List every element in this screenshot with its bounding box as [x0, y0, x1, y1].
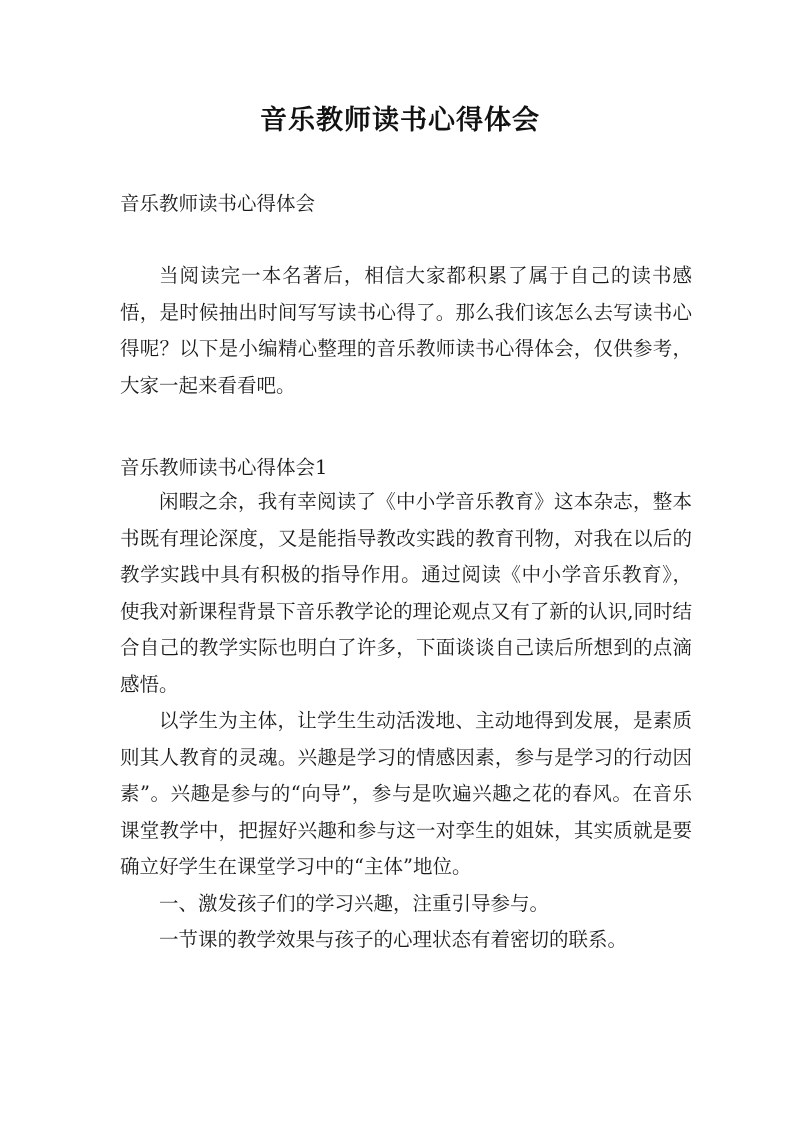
section-body — [120, 484, 692, 959]
section-heading: 音乐教师读书心得体会1 — [120, 456, 328, 479]
intro-paragraph: 当阅读完一本名著后，相信大家都积累了属于自己的读书感悟，是时候抽出时间写写读书心得了。那么我们该怎么去写读书心得呢？以下是小编精心整理的音乐教师读书心得体会，仅供参考，大家一起来看看吧。 — [120, 264, 692, 397]
body-paragraph: 闲暇之余，我有幸阅读了《中小学音乐教育》这本杂志，整本书既有理论深度，又是能指导教改实践的教育刊物，对我在以后的教学实践中具有积极的指导作用。通过阅读《中小学音乐教育》，使我对新课程背景下音乐教学论的理论观点又有了新的认识,同时结合自己的教学实际也明白了许多，下面谈谈自己读后所想到的点滴感悟。 — [120, 490, 692, 696]
document-title: 音乐教师读书心得体会 — [260, 105, 540, 136]
body-paragraph: 一节课的教学效果与孩子的心理状态有着密切的联系。 — [159, 928, 628, 951]
document-subtitle: 音乐教师读书心得体会 — [120, 192, 316, 215]
body-paragraph: 一、激发孩子们的学习兴趣，注重引导参与。 — [159, 891, 550, 915]
body-paragraph: 以学生为主体，让学生生动活泼地、主动地得到发展，是素质则其人教育的灵魂。兴趣是学习的情感因素，参与是学习的行动因素”。兴趣是参与的“向导”，参与是吹遍兴趣之花的春风。在音乐课堂教学中，把握好兴趣和参与这一对孪生的姐妹，其实质就是要确立好学生在课堂学习中的“主体”地位。 — [120, 709, 692, 878]
